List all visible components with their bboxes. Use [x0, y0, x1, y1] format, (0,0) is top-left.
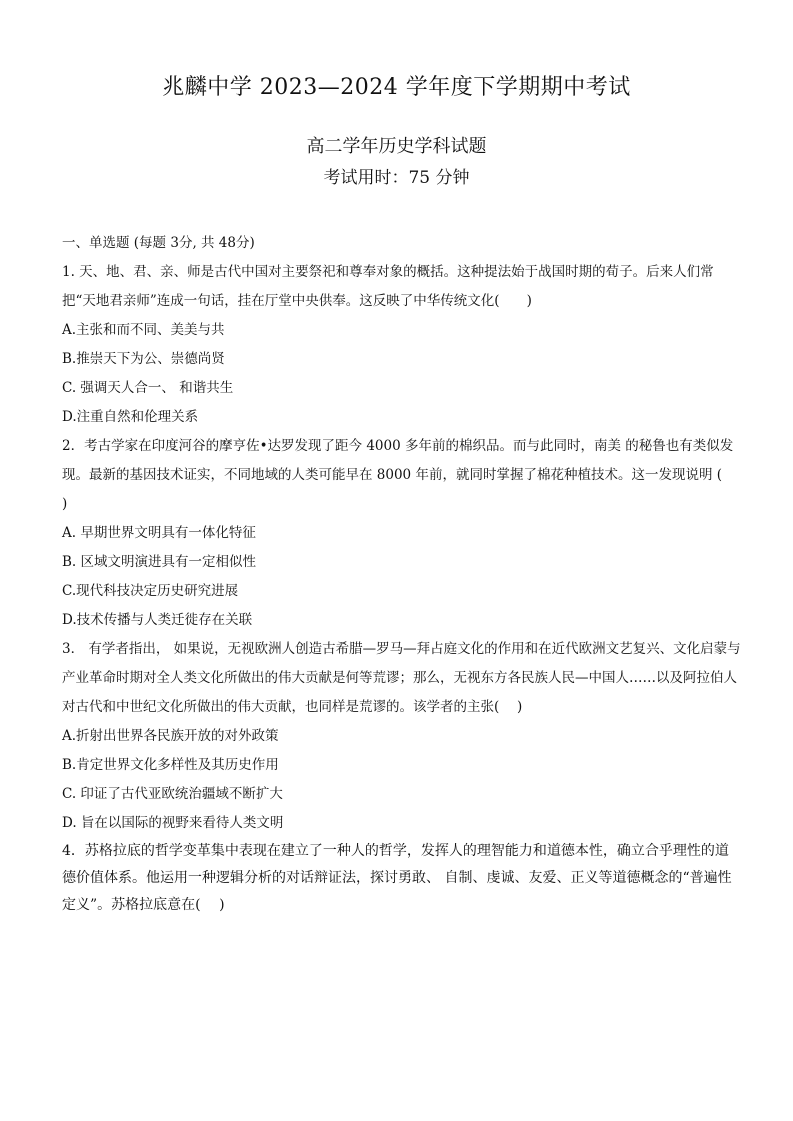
- exam-subtitle: 高二学年历史学科试题: [306, 136, 487, 157]
- question-4-stem: 4．苏格拉底的哲学变革集中表现在建立了一种人的哲学，发挥人的理智能力和道德本性，确立合乎理性的道德价值体系。他运用一种逻辑分析的对话辩证法，探讨勇敢、 自制、虔诚、友爱、正义等道德概念的“普遍性定义”。苏格拉底意在( ): [62, 843, 732, 913]
- question-2-option-a: A. 早期世界文明具有一体化特征: [62, 525, 256, 541]
- question-1-stem: 1. 天、地、君、亲、师是古代中国对主要祭祀和尊奉对象的概括。这种提法始于战国时期的荀子。后来人们常把“天地君亲师”连成一句话，挂在厅堂中央供奉。这反映了中华传统文化( ): [62, 264, 714, 309]
- question-2-option-d: D.技术传播与人类迁徙存在关联: [62, 612, 253, 628]
- question-3-option-c: C. 印证了古代亚欧统治疆域不断扩大: [62, 786, 283, 802]
- question-2-stem: 2．考古学家在印度河谷的摩亨佐•达罗发现了距今 4000 多年前的棉织品。而与此同时，南美 的秘鲁也有类似发现。最新的基因技术证实，不同地域的人类可能早在 8000 年前，就同时掌握了棉花种植技术。这一发现说明 ( ): [62, 438, 740, 512]
- question-3-option-a: A.折射出世界各民族开放的对外政策: [62, 728, 279, 744]
- question-1-option-b: B.推崇天下为公、崇德尚贤: [62, 351, 225, 367]
- question-1-option-d: D.注重自然和伦理关系: [62, 409, 199, 425]
- question-1-option-c: C. 强调天人合一、 和谐共生: [62, 380, 234, 396]
- exam-duration: 考试用时：75 分钟: [323, 168, 470, 188]
- question-2-option-b: B. 区域文明演进具有一定相似性: [62, 554, 257, 570]
- question-1-option-a: A.主张和而不同、美美与共: [62, 322, 225, 338]
- question-3-option-b: B.肯定世界文化多样性及其历史作用: [62, 757, 279, 773]
- question-3-stem: 3． 有学者指出， 如果说，无视欧洲人创造古希腊—罗马—拜占庭文化的作用和在近代欧洲文艺复兴、文化启蒙与产业革命时期对全人类文化所做出的伟大贡献是何等荒谬；那么，无视东方各民族人民—中国人……以及阿拉伯人对古代和中世纪文化所做出的伟大贡献，也同样是荒谬的。该学者的主张( ): [62, 641, 741, 715]
- question-content: [62, 229, 742, 919]
- section-heading: 一、单选题 (每题 3分, 共 48分): [62, 235, 255, 251]
- question-2-option-c: C.现代科技决定历史研究进展: [62, 583, 239, 599]
- exam-title: 兆麟中学 2023—2024 学年度下学期期中考试: [162, 75, 631, 100]
- question-3-option-d: D. 旨在以国际的视野来看待人类文明: [62, 815, 284, 831]
